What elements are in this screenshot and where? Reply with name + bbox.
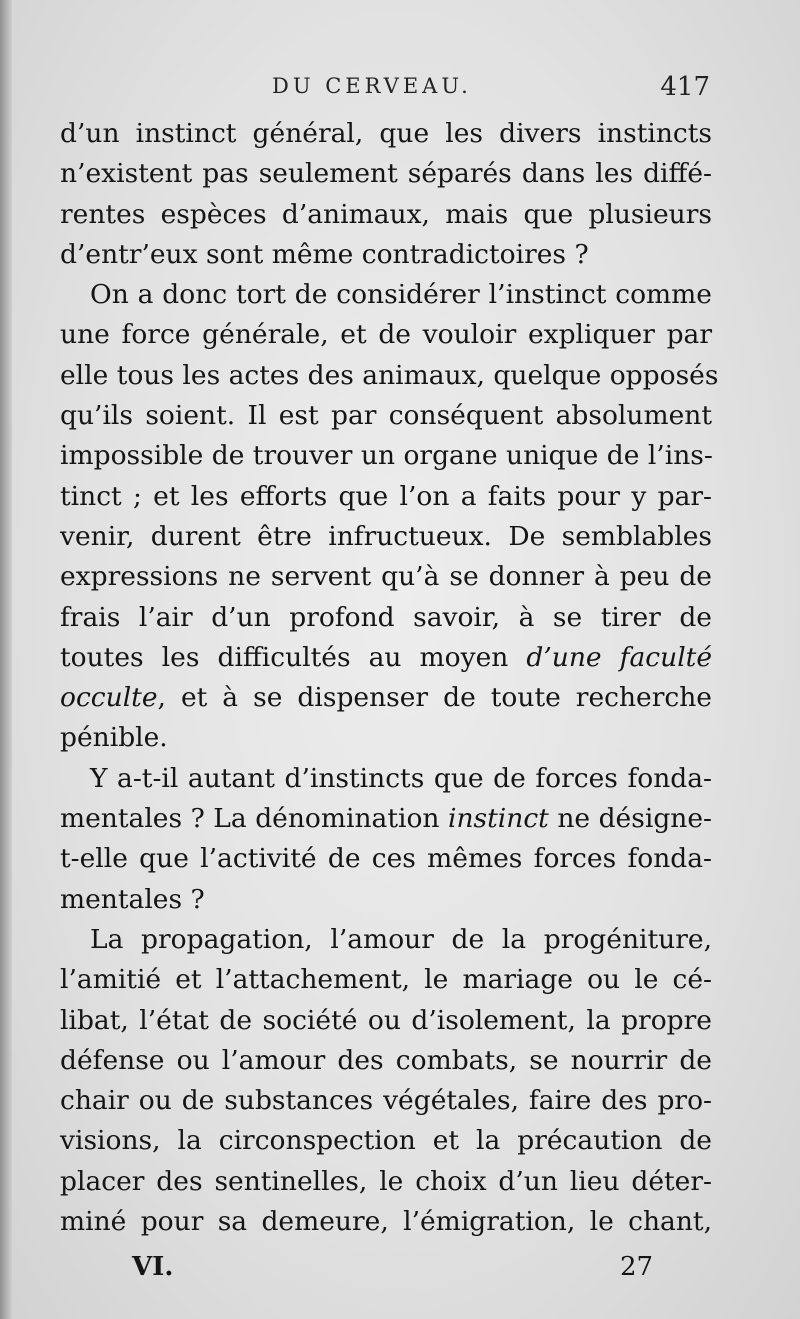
text-line: rentes espèces d’animaux, mais que plusieurs bbox=[60, 198, 712, 230]
text-line: tinct ; et les efforts que l’on a faits pour y par- bbox=[60, 480, 712, 512]
text-line: miné pour sa demeure, l’émigration, le chant, bbox=[60, 1206, 712, 1238]
text-line: impossible de trouver un organe unique de l’ins- bbox=[60, 440, 713, 472]
running-head: DU CERVEAU. bbox=[272, 74, 472, 98]
text-run: ne désigne- bbox=[548, 803, 712, 835]
text-run: , et à se dispenser de toute recherche bbox=[157, 682, 712, 714]
page-number: 417 bbox=[660, 72, 710, 102]
text-line: d’entr’eux sont même contradictoires ? bbox=[60, 238, 589, 270]
text-line: La propagation, l’amour de la progéniture, bbox=[90, 923, 712, 955]
text-line: placer des sentinelles, le choix d’un lieu déter- bbox=[60, 1165, 712, 1197]
text-run: mentales ? La dénomination bbox=[60, 803, 448, 835]
text-line: défense ou l’amour des combats, se nourrir de bbox=[60, 1044, 712, 1076]
signature-mark: VI. bbox=[132, 1252, 174, 1282]
text-line bbox=[60, 638, 712, 678]
text-line: l’amitié et l’attachement, le mariage ou le cé- bbox=[60, 964, 712, 996]
text-line: venir, durent être infructueux. De semblables bbox=[60, 520, 712, 552]
text-line: frais l’air d’un profond savoir, à se tirer de bbox=[60, 601, 712, 633]
text-line: Y a-t-il autant d’instincts que de forces fonda- bbox=[90, 762, 712, 794]
text-line: pénible. bbox=[60, 722, 168, 754]
text-line: qu’ils soient. Il est par conséquent absolument bbox=[60, 400, 712, 432]
text-line bbox=[60, 799, 712, 839]
text-line: expressions ne servent qu’à se donner à peu de bbox=[60, 561, 712, 593]
text-line: visions, la circonspection et la précaution de bbox=[60, 1125, 712, 1157]
text-line: une force générale, et de vouloir expliquer par bbox=[60, 319, 712, 351]
page-gutter-shadow bbox=[0, 0, 12, 1319]
text-line: n’existent pas seulement séparés dans les diffé- bbox=[60, 158, 712, 190]
sheet-number: 27 bbox=[620, 1252, 654, 1282]
page-body bbox=[60, 114, 719, 1242]
text-line: elle tous les actes des animaux, quelque opposés bbox=[60, 359, 719, 391]
italic-phrase: occulte bbox=[60, 682, 158, 714]
text-run: toutes les difficultés au moyen bbox=[60, 641, 527, 673]
page-header bbox=[60, 70, 710, 110]
text-line: libat, l’état de société ou d’isolement, la propre bbox=[60, 1004, 712, 1036]
text-line: mentales ? bbox=[60, 883, 205, 915]
text-line: On a donc tort de considérer l’instinct comme bbox=[90, 279, 712, 311]
text-line bbox=[60, 678, 712, 718]
text-line: t-elle que l’activité de ces mêmes forces fonda- bbox=[60, 843, 712, 875]
italic-phrase: instinct bbox=[448, 803, 549, 835]
page-footer bbox=[60, 1252, 710, 1292]
text-line: d’un instinct général, que les divers instincts bbox=[60, 118, 712, 149]
italic-phrase: d’une faculté bbox=[526, 641, 712, 673]
text-line: chair ou de substances végétales, faire des pro- bbox=[60, 1085, 712, 1117]
